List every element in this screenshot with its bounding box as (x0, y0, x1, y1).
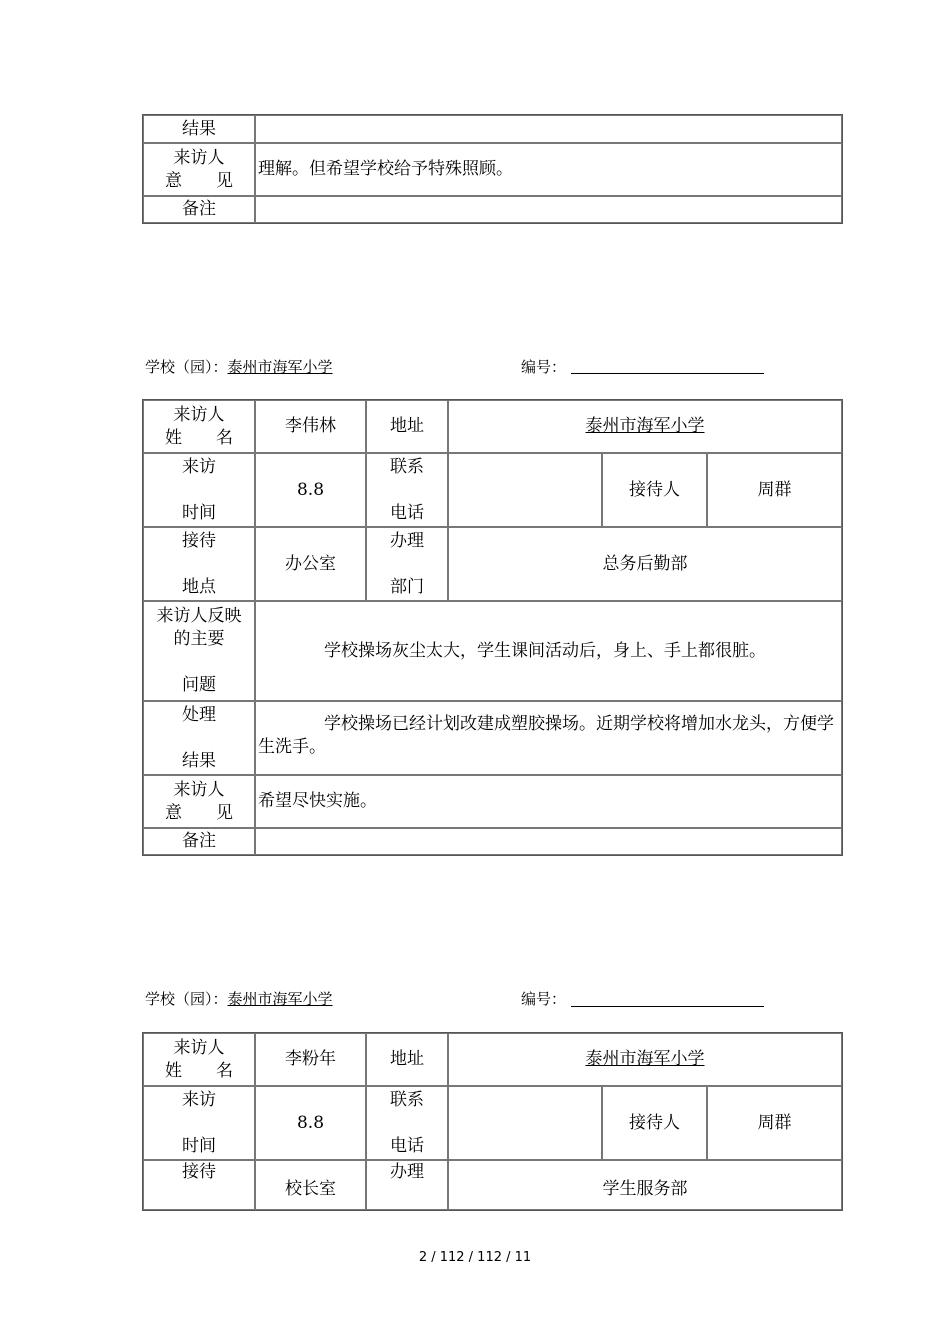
record-top-table (142, 114, 843, 224)
result-label: 结果 (143, 115, 255, 143)
handling-result-value: 学校操场已经计划改建成塑胶操场。近期学校将增加水龙头，方便学生洗手。 (255, 701, 842, 775)
remarks-label: 备注 (143, 828, 255, 855)
visitor-name-label: 来访人 姓 名 (143, 1033, 255, 1086)
receiver-value: 周群 (707, 1086, 842, 1160)
visit-time-label: 来访 时间 (143, 453, 255, 527)
address-label: 地址 (366, 1033, 448, 1086)
visitor-name-label: 来访人 姓 名 (143, 400, 255, 453)
school-label: 学校（园）： (145, 358, 228, 376)
visitor-opinion-label: 来访人 意 见 (143, 143, 255, 196)
school-label: 学校（园）： (145, 990, 228, 1008)
receiver-label: 接待人 (602, 453, 707, 527)
number-line-1 (571, 373, 764, 374)
remarks-label: 备注 (143, 196, 255, 223)
handling-dept-label: 办理 (366, 1160, 448, 1210)
result-value (255, 115, 842, 143)
contact-phone-label: 联系 电话 (366, 1086, 448, 1160)
visitor-opinion-value: 希望尽快实施。 (255, 775, 842, 828)
visit-time-value: 8.8 (255, 453, 366, 527)
remarks-value (255, 828, 842, 855)
number-label-1: 编号： (521, 358, 567, 376)
main-issue-value: 学校操场灰尘太大，学生课间活动后，身上、手上都很脏。 (255, 601, 842, 701)
reception-place-value: 办公室 (255, 527, 366, 601)
school-name: 泰州市海军小学 (227, 358, 333, 376)
visitor-opinion-label: 来访人 意 见 (143, 775, 255, 828)
contact-phone-value (448, 1086, 602, 1160)
contact-phone-label: 联系 电话 (366, 453, 448, 527)
record-2-table (142, 1032, 843, 1211)
school-header-2 (145, 989, 333, 1009)
handling-dept-value: 总务后勤部 (448, 527, 842, 601)
handling-dept-label: 办理 部门 (366, 527, 448, 601)
remarks-value (255, 196, 842, 223)
page-number: 2 / 112 / 112 / 11 (418, 1250, 532, 1265)
contact-phone-value (448, 453, 602, 527)
address-label: 地址 (366, 400, 448, 453)
visitor-opinion-value: 理解。但希望学校给予特殊照顾。 (255, 143, 842, 196)
handling-result-label: 处理 结果 (143, 701, 255, 775)
school-name: 泰州市海军小学 (227, 990, 333, 1008)
visit-time-value: 8.8 (255, 1086, 366, 1160)
visitor-name-value: 李粉年 (255, 1033, 366, 1086)
handling-dept-value: 学生服务部 (448, 1160, 842, 1210)
number-line-2 (571, 1006, 764, 1007)
record-1-table (142, 399, 843, 856)
reception-place-label: 接待 (143, 1160, 255, 1210)
reception-place-label: 接待 地点 (143, 527, 255, 601)
school-header-1 (145, 357, 333, 377)
address-value: 泰州市海军小学 (448, 400, 842, 453)
visit-time-label: 来访 时间 (143, 1086, 255, 1160)
receiver-label: 接待人 (602, 1086, 707, 1160)
receiver-value: 周群 (707, 453, 842, 527)
reception-place-value: 校长室 (255, 1160, 366, 1210)
main-issue-label: 来访人反映 的主要 问题 (143, 601, 255, 701)
visitor-name-value: 李伟林 (255, 400, 366, 453)
address-value: 泰州市海军小学 (448, 1033, 842, 1086)
number-label-2: 编号： (521, 990, 567, 1008)
